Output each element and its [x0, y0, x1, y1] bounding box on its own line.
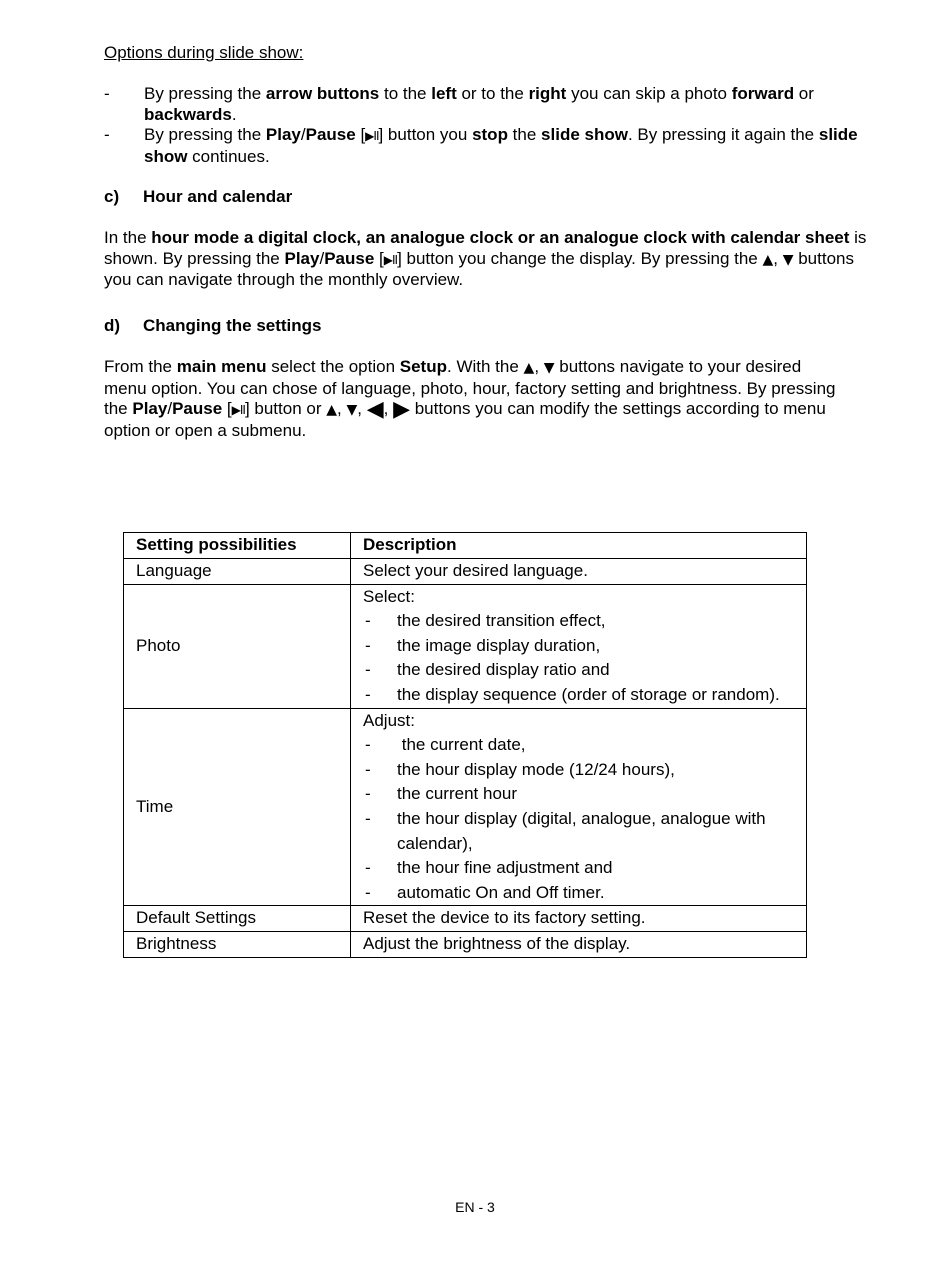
down-triangle-icon: ▼ [346, 402, 358, 418]
text-run: is shown. By pressing the [104, 228, 867, 268]
bold-text: hour mode a digital clock, an analogue clock or an analogue clock with calendar sheet [151, 228, 850, 247]
bold-text: main menu [176, 357, 267, 376]
description-intro: Select: [363, 586, 415, 606]
description-item [363, 609, 794, 634]
up-triangle-icon: ▲ [523, 360, 535, 376]
setting-description [351, 708, 807, 906]
description-item-text: automatic On and Off timer. [397, 882, 605, 902]
description-item [363, 733, 794, 758]
play-pause-icon: ▶II [383, 252, 398, 267]
text-run: continues. [187, 146, 270, 166]
section-d-letter: d) [104, 316, 121, 335]
section-c-paragraph [104, 228, 884, 291]
text-run: you can skip a photo [566, 84, 732, 103]
text-run: In the [104, 228, 152, 247]
section-d-paragraph [104, 357, 844, 441]
options-list [104, 84, 884, 167]
settings-table [123, 532, 807, 958]
text-run: ] button you change the display. By pressing the [397, 248, 763, 268]
bullet-dash: - [365, 858, 371, 878]
text-run: buttons you can modify the settings according to menu option or open a submenu. [104, 399, 826, 440]
description-intro: Adjust: [363, 710, 415, 730]
setting-name: Brightness [124, 931, 351, 957]
options-heading [104, 43, 884, 64]
text-run: By pressing the [144, 84, 266, 103]
text-run: ] button you [378, 125, 473, 144]
play-pause-icon: ▶II [365, 129, 379, 143]
bullet-dash: - [365, 611, 371, 631]
bold-text: Pause [172, 399, 223, 418]
setting-name: Default Settings [124, 906, 351, 932]
description-item [363, 856, 794, 881]
description-intro: Reset the device to its factory setting. [363, 908, 646, 928]
bold-text: left [431, 84, 457, 103]
bullet-dash: - [365, 784, 371, 804]
bullet-dash: - [365, 808, 371, 828]
description-item [363, 807, 794, 856]
bullet-dash: - [365, 759, 371, 779]
text-run: . [231, 104, 237, 124]
text-run: , [357, 399, 367, 418]
text-run: . With the [447, 357, 524, 376]
bullet-dash: - [104, 125, 110, 144]
bullet-dash: - [104, 84, 110, 103]
setting-description [351, 559, 807, 585]
section-c-letter: c) [104, 187, 120, 206]
text-run: to the [379, 84, 432, 103]
text-run: buttons you can navigate through the monthly overview. [104, 248, 854, 289]
text-run: / [167, 399, 173, 418]
up-triangle-icon: ▲ [326, 402, 337, 418]
text-run: / [319, 248, 325, 268]
right-triangle-icon: ▶ [393, 397, 410, 422]
text-run: , [773, 248, 783, 268]
down-triangle-icon: ▼ [543, 360, 555, 376]
section-c-title: Hour and calendar [143, 187, 293, 206]
text-run: or [794, 84, 814, 103]
table-header-row [124, 533, 807, 559]
bold-text: Play [284, 248, 320, 268]
bold-text: slide show [144, 125, 858, 166]
option-item [104, 84, 884, 125]
text-run: , [534, 357, 544, 376]
description-item-text: the hour display mode (12/24 hours), [397, 759, 675, 779]
bullet-dash: - [365, 735, 371, 755]
description-item-text: the hour fine adjustment and [397, 858, 613, 878]
bold-text: Pause [324, 248, 375, 268]
bullet-dash: - [365, 684, 371, 704]
table-row [124, 931, 807, 957]
text-run: , [337, 399, 347, 418]
table-row [124, 584, 807, 708]
bullet-dash: - [365, 635, 371, 655]
options-heading-text: Options during slide show: [104, 43, 304, 62]
option-item [104, 125, 884, 167]
setting-description [351, 584, 807, 708]
text-run: / [300, 125, 306, 144]
text-run: . By pressing it again the [627, 125, 819, 144]
section-d-title: Changing the settings [143, 316, 322, 335]
table-row [124, 708, 807, 906]
bold-text: Setup [399, 357, 447, 376]
text-run: or to the [456, 84, 529, 103]
bullet-dash: - [365, 882, 371, 902]
description-item [363, 634, 794, 659]
description-item-text: the display sequence (order of storage or random). [397, 684, 780, 704]
left-triangle-icon: ◀ [366, 397, 384, 422]
bold-text: arrow buttons [265, 84, 380, 103]
description-item-text: the hour display (digital, analogue, analogue with calendar), [397, 808, 771, 853]
text-run: , [383, 399, 394, 418]
bold-text: Pause [305, 125, 356, 144]
text-run: [ [374, 248, 384, 268]
text-run: select the option [266, 357, 400, 376]
bullet-dash: - [365, 660, 371, 680]
header-description: Description [351, 533, 807, 559]
bold-text: slide show [541, 125, 628, 144]
setting-description [351, 906, 807, 932]
section-c-heading [104, 187, 884, 208]
bold-text: stop [472, 125, 508, 144]
description-item-text: the current hour [397, 784, 518, 804]
text-run: By pressing the [144, 125, 266, 144]
description-item-text: the desired display ratio and [397, 660, 610, 680]
bold-text: forward [731, 84, 795, 103]
description-item [363, 683, 794, 708]
setting-name: Language [124, 559, 351, 585]
bold-text: right [528, 84, 567, 103]
description-item [363, 782, 794, 807]
description-intro: Adjust the brightness of the display. [363, 933, 631, 953]
section-d-heading [104, 316, 884, 337]
table-row [124, 559, 807, 585]
text-run: ] button or [244, 399, 327, 418]
bold-text: Play [265, 125, 301, 144]
play-pause-icon: ▶II [231, 403, 245, 417]
bold-text: backwards [144, 104, 232, 124]
description-item [363, 658, 794, 683]
text-run: the [507, 125, 542, 144]
bold-text: Play [132, 399, 168, 418]
text-run: buttons navigate to your desired menu option. You can chose of language, photo, hour, factory setting and brightness. By pressing the [104, 357, 836, 418]
down-triangle-icon: ▼ [782, 251, 794, 268]
text-run: [ [355, 125, 366, 144]
setting-name: Time [124, 708, 351, 906]
text-run: [ [222, 399, 232, 418]
description-intro: Select your desired language. [363, 561, 588, 580]
setting-description [351, 931, 807, 957]
description-item-text: the current date, [397, 735, 526, 755]
description-item-text: the image display duration, [397, 635, 601, 655]
description-item [363, 758, 794, 783]
header-setting: Setting possibilities [124, 533, 351, 559]
table-row [124, 906, 807, 932]
description-item [363, 881, 794, 906]
page-number: EN - 3 [455, 1199, 495, 1215]
setting-name: Photo [124, 584, 351, 708]
description-item-text: the desired transition effect, [397, 611, 606, 631]
text-run: From the [104, 357, 177, 376]
up-triangle-icon: ▲ [762, 251, 774, 268]
